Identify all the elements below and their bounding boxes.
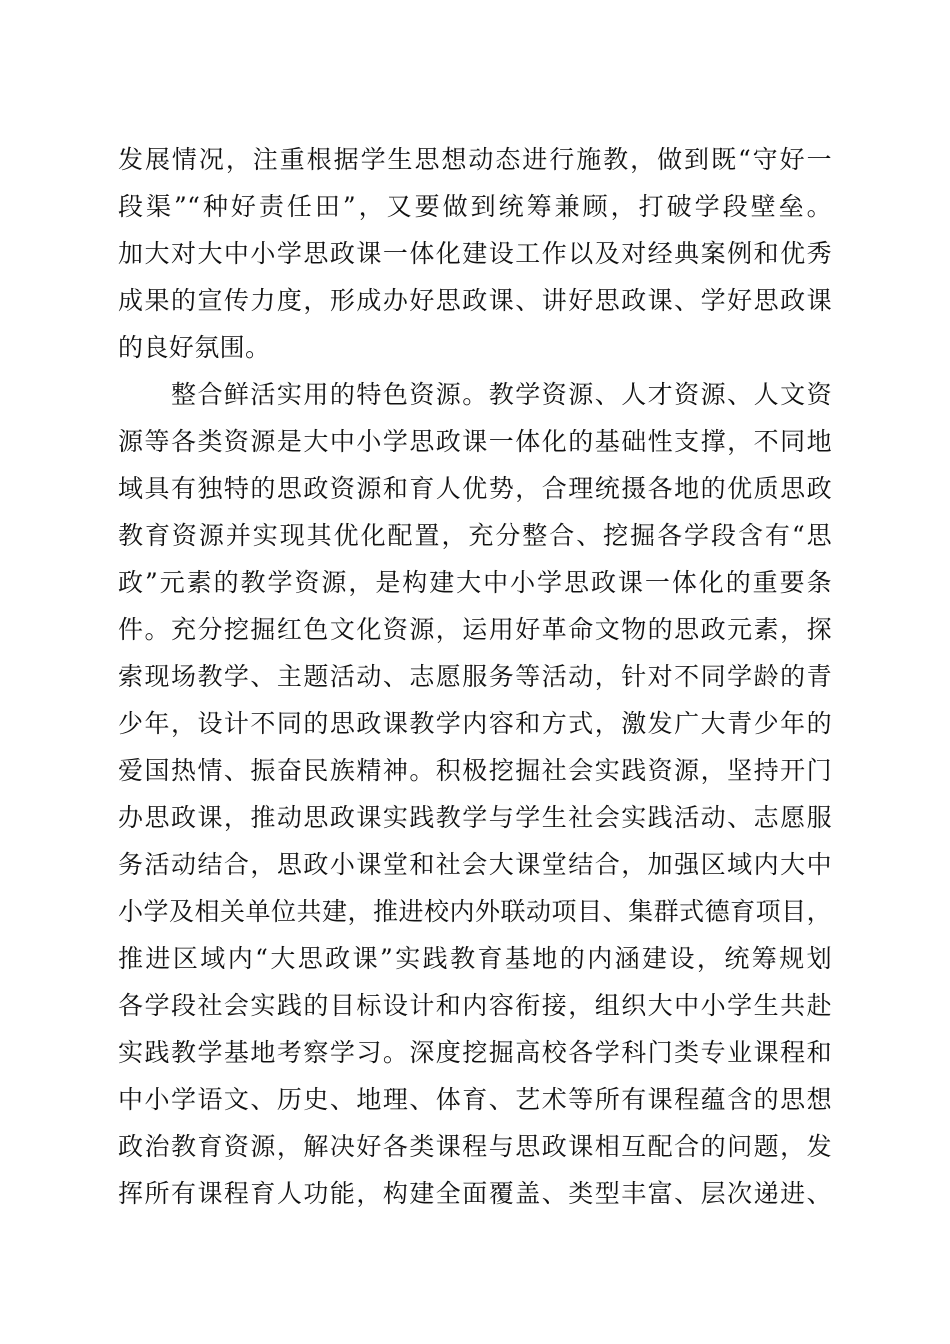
text-line: 的良好氛围。 — [118, 333, 271, 362]
text-line: 教育资源并实现其优化配置，充分整合、挖掘各学段含有“思 — [118, 521, 832, 550]
text-line: 务活动结合，思政小课堂和社会大课堂结合，加强区域内大中 — [118, 850, 832, 879]
text-line: 少年，设计不同的思政课教学内容和方式，激发广大青少年的 — [118, 709, 832, 738]
paragraph-1 — [118, 136, 832, 371]
text-line: 域具有独特的思政资源和育人优势，合理统摄各地的优质思政 — [118, 474, 832, 503]
text-line: 源等各类资源是大中小学思政课一体化的基础性支撑，不同地 — [118, 427, 832, 456]
text-line: 办思政课，推动思政课实践教学与学生社会实践活动、志愿服 — [118, 803, 832, 832]
text-line: 成果的宣传力度，形成办好思政课、讲好思政课、学好思政课 — [118, 286, 832, 315]
text-line: 整合鲜活实用的特色资源。教学资源、人才资源、人文资 — [118, 380, 832, 409]
text-line: 实践教学基地考察学习。深度挖掘高校各学科门类专业课程和 — [118, 1038, 832, 1067]
text-line: 小学及相关单位共建，推进校内外联动项目、集群式德育项目， — [118, 897, 832, 926]
paragraph-2 — [118, 371, 832, 1217]
text-line: 挥所有课程育人功能，构建全面覆盖、类型丰富、层次递进、 — [118, 1179, 832, 1208]
text-line: 加大对大中小学思政课一体化建设工作以及对经典案例和优秀 — [118, 239, 832, 268]
text-line: 政”元素的教学资源，是构建大中小学思政课一体化的重要条 — [118, 568, 832, 597]
text-line: 件。充分挖掘红色文化资源，运用好革命文物的思政元素，探 — [118, 615, 832, 644]
text-line: 爱国热情、振奋民族精神。积极挖掘社会实践资源，坚持开门 — [118, 756, 832, 785]
body-text — [118, 136, 832, 1217]
text-line: 索现场教学、主题活动、志愿服务等活动，针对不同学龄的青 — [118, 662, 832, 691]
text-line: 推进区域内“大思政课”实践教育基地的内涵建设，统筹规划 — [118, 944, 832, 973]
text-line: 中小学语文、历史、地理、体育、艺术等所有课程蕴含的思想 — [118, 1085, 832, 1114]
text-line: 段渠”“种好责任田”，又要做到统筹兼顾，打破学段壁垒。 — [118, 192, 832, 221]
text-line: 各学段社会实践的目标设计和内容衔接，组织大中小学生共赴 — [118, 991, 832, 1020]
text-line: 政治教育资源，解决好各类课程与思政课相互配合的问题，发 — [118, 1132, 832, 1161]
text-line: 发展情况，注重根据学生思想动态进行施教，做到既“守好一 — [118, 145, 832, 174]
